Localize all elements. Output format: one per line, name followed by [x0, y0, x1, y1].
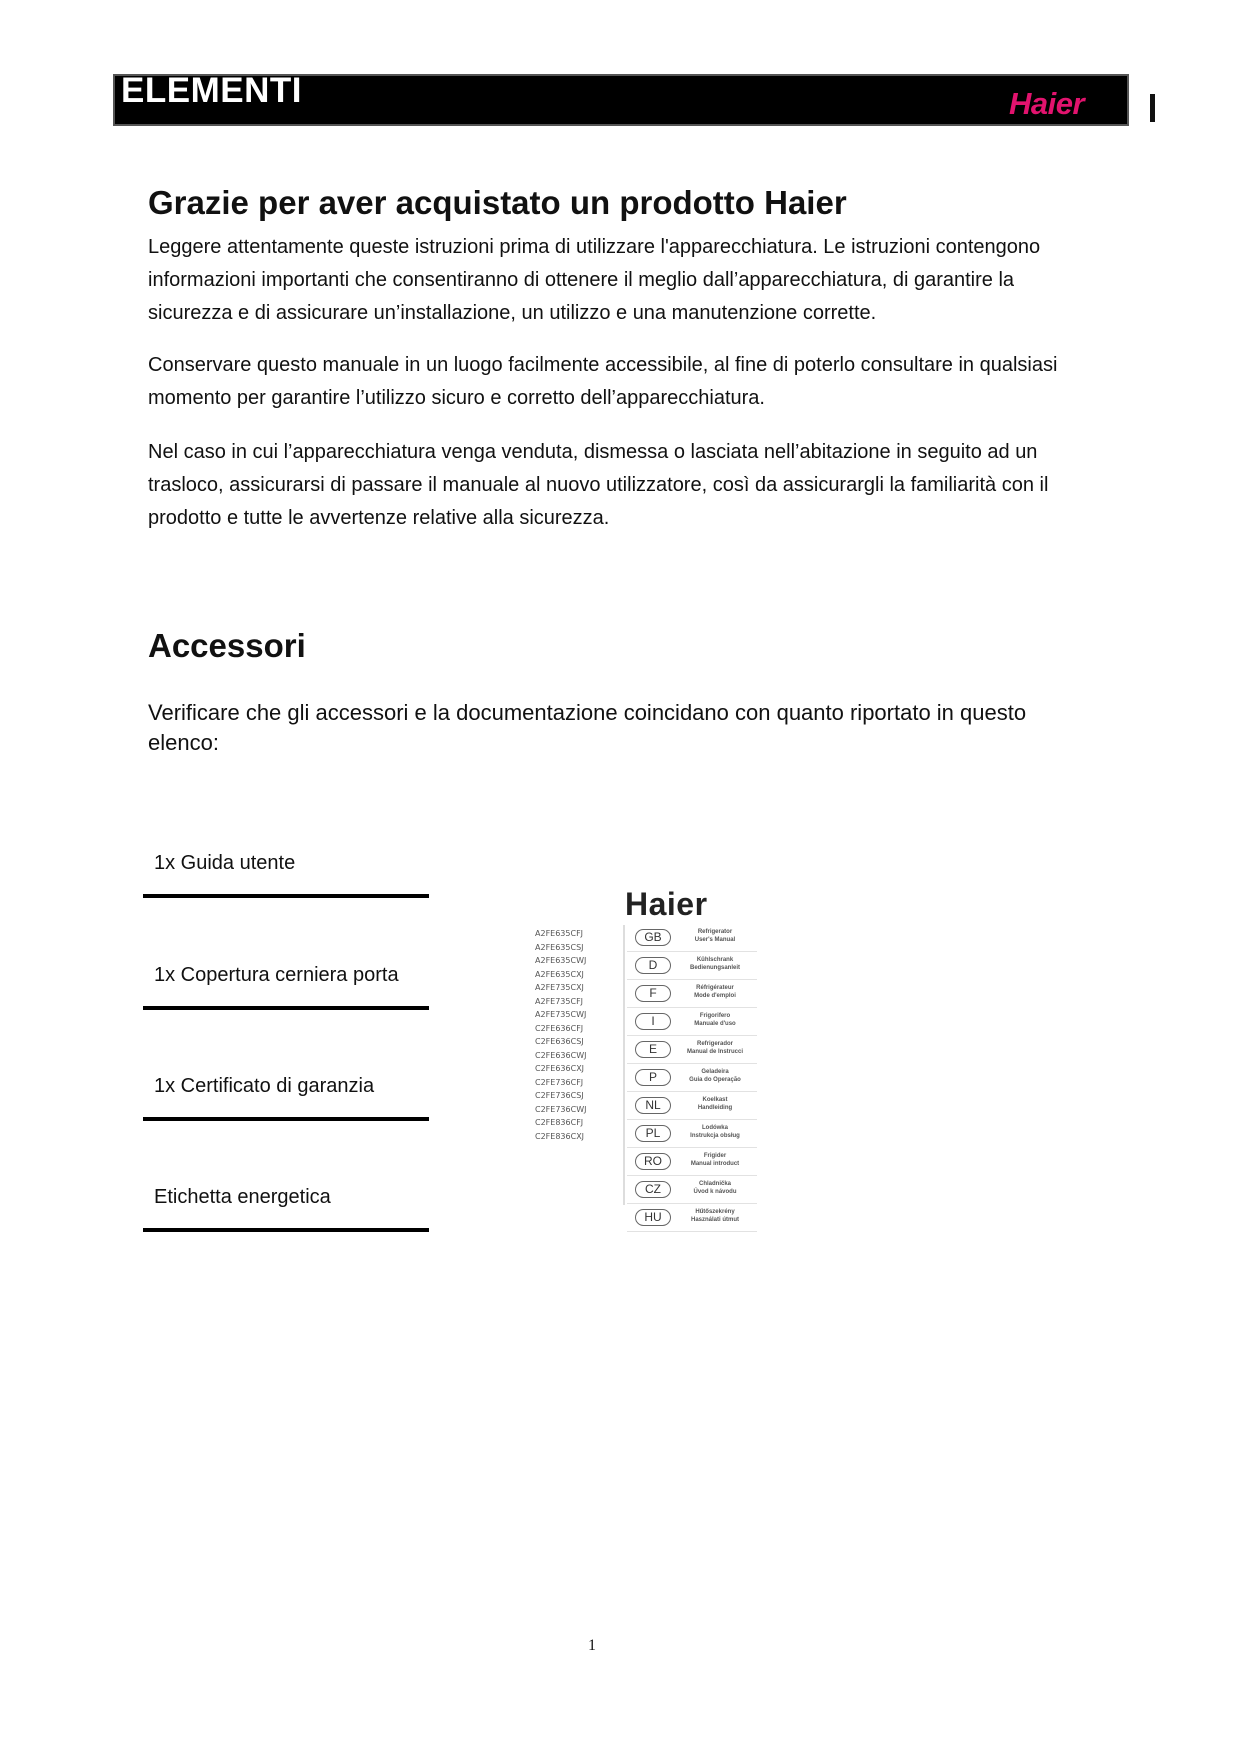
language-subtitle: Manuale d'uso: [694, 1021, 736, 1027]
language-subtitle: Manual introduct: [690, 1161, 740, 1167]
language-code-badge: D: [635, 957, 671, 974]
language-subtitle: Handleiding: [697, 1105, 733, 1111]
language-subtitle: Instrukcja obsług: [690, 1133, 740, 1139]
language-code-badge: RO: [635, 1153, 671, 1170]
language-code-badge: P: [635, 1069, 671, 1086]
language-description: [675, 1124, 755, 1140]
language-title: Geladeira: [701, 1069, 729, 1075]
language-description: [675, 1040, 755, 1056]
language-row: [627, 924, 757, 952]
language-row: [627, 1148, 757, 1176]
language-row: [627, 1176, 757, 1204]
model-code: A2FE735CWJ: [535, 1010, 587, 1019]
model-code: C2FE736CWJ: [535, 1104, 587, 1114]
manual-haier-logo: Haier: [625, 886, 708, 922]
language-title: Refrigerator: [697, 929, 733, 935]
haier-logo: Haier: [1009, 86, 1085, 121]
accessory-item: [143, 1182, 429, 1232]
accessories-heading: Accessori: [148, 627, 306, 664]
model-code: C2FE636CSJ: [535, 1037, 584, 1046]
language-subtitle: Használati útmut: [690, 1217, 739, 1223]
language-code-badge: NL: [635, 1097, 671, 1114]
model-code: C2FE636CWJ: [535, 1050, 587, 1060]
model-code: A2FE635CXJ: [535, 969, 584, 979]
language-subtitle: Bedienungsanleit: [689, 965, 740, 971]
intro-paragraph-3: Nel caso in cui l’apparecchiatura venga venduta, dismessa o lasciata nell’abitazione in seguito ad un trasloco, assicurarsi di passare il manuale al nuovo utilizzatore, così da assicurargli la familiarità con il prodotto e tutte le avvertenze relative alla sicurezza.: [148, 441, 1049, 529]
model-code: A2FE635CWJ: [535, 956, 587, 965]
intro-heading: Grazie per aver acquistato un prodotto Haier: [148, 184, 847, 221]
language-code-badge: F: [635, 985, 671, 1002]
model-code: C2FE736CSJ: [535, 1091, 584, 1100]
language-title: Koelkast: [702, 1097, 728, 1103]
language-title: Hűtőszekrény: [695, 1209, 735, 1215]
model-code: A2FE635CFJ: [535, 929, 584, 938]
language-description: [675, 928, 755, 944]
language-code-badge: CZ: [635, 1181, 671, 1198]
accessory-item: [143, 848, 429, 898]
language-row: [627, 1204, 757, 1232]
language-subtitle: Guia do Operação: [689, 1077, 741, 1083]
accessory-item: [143, 1071, 429, 1121]
model-code: A2FE635CSJ: [535, 942, 584, 952]
language-code-badge: E: [635, 1041, 671, 1058]
page-number: 1: [588, 1637, 596, 1654]
language-row: [627, 952, 757, 980]
accessory-item: [143, 960, 429, 1010]
intro-paragraph-1: Leggere attentamente queste istruzioni prima di utilizzare l'apparecchiatura. Le istruzioni contengono informazioni importanti che consentiranno di ottenere il meglio dall’apparecchiatura, di garantire la sicurezza e di assicurare un’installazione, un utilizzo e una manutenzione corrette.: [148, 236, 1041, 324]
language-subtitle: Manual de Instrucci: [686, 1049, 743, 1055]
language-title: Frigorifero: [699, 1013, 731, 1019]
language-subtitle: Úvod k návodu: [693, 1189, 737, 1195]
language-description: [675, 1152, 755, 1168]
language-subtitle: Mode d'emploi: [694, 993, 736, 999]
language-title: Réfrigérateur: [696, 985, 734, 991]
language-code-badge: HU: [635, 1209, 671, 1226]
accessory-label: Etichetta energetica: [154, 1186, 331, 1208]
language-row: [627, 1092, 757, 1120]
model-code: C2FE636CXJ: [535, 1064, 585, 1073]
language-code-badge: GB: [635, 929, 671, 946]
user-manual-cover-image: [535, 880, 755, 1225]
language-title: Kühlschrank: [696, 957, 734, 963]
model-code: C2FE836CFJ: [535, 1118, 584, 1127]
accessory-label: 1x Certificato di garanzia: [154, 1075, 375, 1097]
language-description: [675, 1068, 755, 1084]
intro-paragraph-2: Conservare questo manuale in un luogo facilmente accessibile, al fine di poterlo consultare in qualsiasi momento per garantire l’utilizzo sicuro e corretto dell’apparecchiatura.: [148, 354, 1058, 409]
accessories-intro: Verificare che gli accessori e la documentazione coincidano con quanto riportato in questo elenco:: [148, 700, 1027, 755]
language-description: [675, 1012, 755, 1028]
header-title: ELEMENTI: [121, 71, 302, 110]
model-code: C2FE636CFJ: [535, 1023, 584, 1033]
language-code-badge: I: [635, 1013, 671, 1030]
language-row: [627, 1120, 757, 1148]
language-code-badge: PL: [635, 1125, 671, 1142]
model-code: C2FE836CXJ: [535, 1131, 585, 1141]
header-edge-mark: [1150, 94, 1155, 122]
language-row: [627, 1008, 757, 1036]
language-subtitle: User's Manual: [694, 937, 736, 943]
language-description: [675, 1180, 755, 1196]
language-title: Frigider: [703, 1153, 727, 1159]
language-title: Lodówka: [701, 1125, 728, 1131]
model-list: [535, 927, 625, 1143]
language-description: [675, 984, 755, 1000]
language-description: [675, 1096, 755, 1112]
language-row: [627, 1064, 757, 1092]
language-list: [627, 924, 757, 1232]
language-title: Refrigerador: [696, 1041, 733, 1047]
model-code: A2FE735CFJ: [535, 996, 584, 1006]
language-title: Chladnička: [698, 1181, 731, 1187]
accessory-label: 1x Copertura cerniera porta: [154, 964, 399, 986]
model-code: A2FE735CXJ: [535, 983, 584, 992]
language-row: [627, 1036, 757, 1064]
accessory-label: 1x Guida utente: [154, 852, 296, 874]
language-description: [675, 1208, 755, 1224]
language-description: [675, 956, 755, 972]
language-row: [627, 980, 757, 1008]
model-code: C2FE736CFJ: [535, 1077, 584, 1087]
